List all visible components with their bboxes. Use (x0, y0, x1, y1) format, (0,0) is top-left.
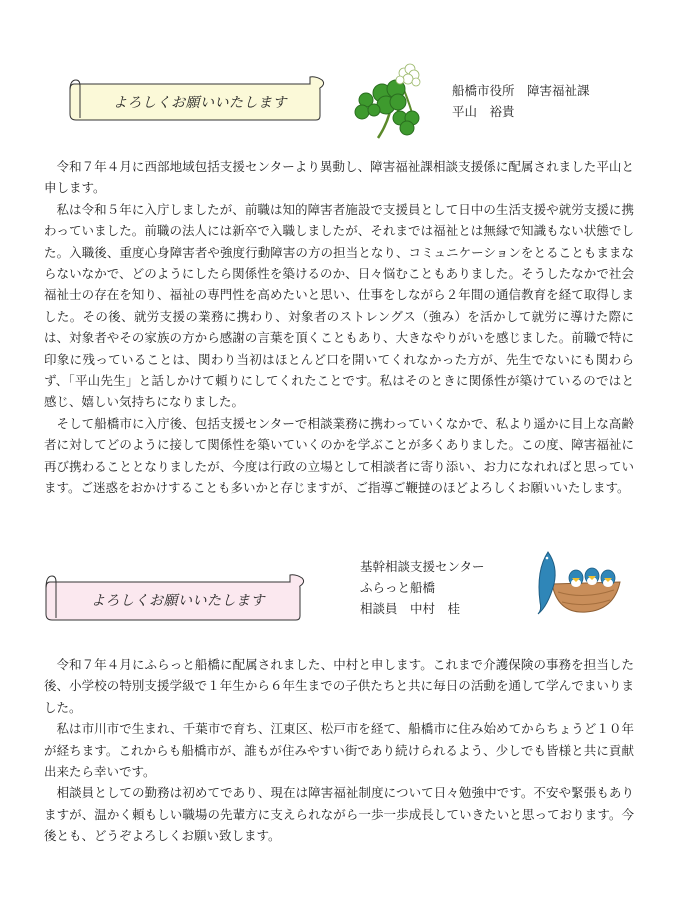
section2-banner (38, 572, 306, 626)
section2-paragraph: 令和７年４月にふらっと船橋に配属されました、中村と申します。これまで介護保険の事務を担当した後、小学校の特別支援学級で１年生から６年生までの子供たちと共に毎日の活動を通して学んでまいりました。 (44, 657, 634, 715)
section2-paragraph: 相談員としての勤務は初めてであり、現在は障害福祉制度について日々勉強中です。不安や緊張もありますが、温かく頼もしい職場の先輩方に支えられながら一歩一歩成長していきたいと思っております。今後とも、どうぞよろしくお願い致します。 (44, 785, 634, 844)
section1-banner-title: よろしくお願いいたします (113, 95, 287, 111)
section2-affiliation: 基幹相談支援センター (360, 559, 485, 574)
section2-body (44, 654, 634, 847)
section2-banner-title: よろしくお願いいたします (91, 593, 265, 609)
swallow-nest-icon (534, 548, 626, 618)
section1-paragraph: 私は令和５年に入庁しましたが、前職は知的障害者施設で支援員として日中の生活支援や就労支援に携わっていました。前職の法人には新卒で入職しましたが、それまでは福祉とは無縁で知識もない状態でした。入職後、重度心身障害者や強度行動障害の方の担当となり、コミュニケーションをとることもままならないなかで、どのようにしたら関係性を築けるのか、日々悩むこともありました。そうしたなかで社会福祉士の存在を知り、福祉の専門性を高めたいと思い、仕事をしながら２年間の通信教育を経て取得しました。その後、就労支援の業務に携わり、対象者のストレングス（強み）を活かして就労に導けた際には、対象者やその家族の方から感謝の言葉を頂くこともあり、大きなやりがいを感じました。前職で特に印象に残っていることは、関わり当初はほとんど口を開いてくれなかった方が、先生でないにも関わらず、「平山先生」と話しかけて頼りにしてくれたことです。私はそのときに関係性が築けているのではと感じ、嬉しい気持ちになりました。 (44, 201, 634, 410)
section2-author (360, 556, 485, 619)
section1-body (44, 156, 634, 499)
clover-icon (352, 60, 432, 142)
section1-author-name: 平山 裕貴 (452, 104, 515, 119)
section1-paragraph: 令和７年４月に西部地域包括支援センターより異動し、障害福祉課相談支援係に配属されました平山と申します。 (44, 159, 634, 196)
section2-paragraph: 私は市川市で生まれ、千葉市で育ち、江東区、松戸市を経て、船橋市に住み始めてからちょうど１０年が経ちます。これからも船橋市が、誰もが住みやすい街であり続けられるよう、少しでも皆様と共に貢献出来たら幸いです。 (44, 721, 634, 780)
section1-paragraph: そして船橋市に入庁後、包括支援センターで相談業務に携わっていくなかで、私より遥かに目上な高齢者に対してどのように接して関係性を築いていくのかを学ぶことが多くありました。この度、障害福祉に再び携わることとなりましたが、今度は行政の立場として相談者に寄り添い、お力になれればと思っています。ご迷惑をおかけすることも多いかと存じますが、ご指導ご鞭撻のほどよろしくお願いいたします。 (44, 415, 634, 496)
section2-author-name: 相談員 中村 桂 (360, 601, 461, 616)
section1-affiliation: 船橋市役所 障害福祉課 (452, 83, 590, 98)
section1-banner (64, 74, 326, 124)
section1-author (452, 80, 590, 122)
section2-office: ふらっと船橋 (360, 580, 436, 595)
